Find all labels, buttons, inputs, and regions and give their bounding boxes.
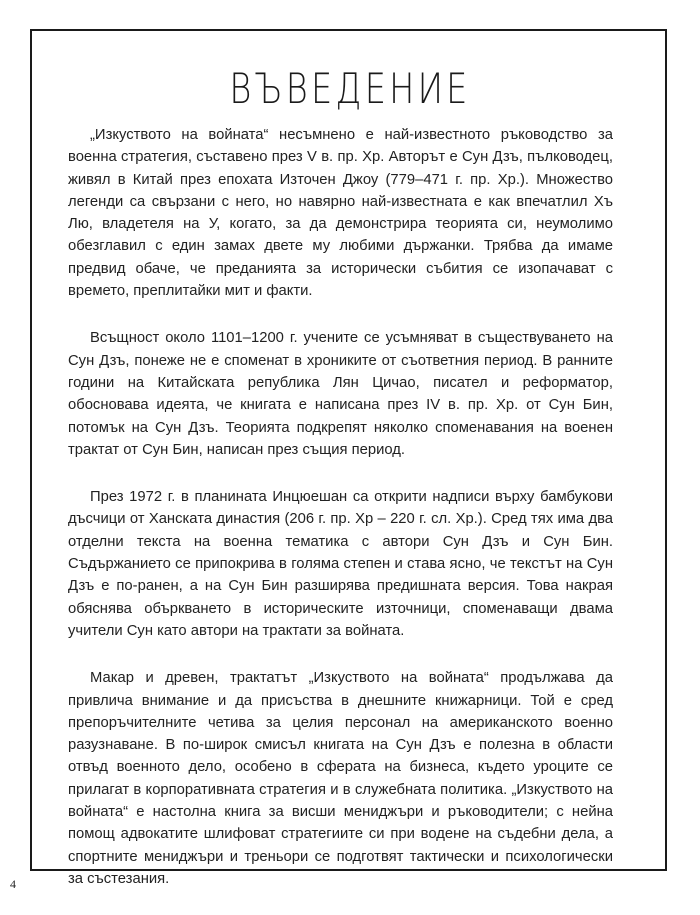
page-title: ВЪВЕДЕНИЕ	[229, 64, 471, 113]
body-text	[68, 124, 613, 915]
paragraph-4: Макар и древен, трактатът „Изкуството на войната“ продължава да привлича внимание и да присъства в днешните книжарници. Той е сред препоръчителните четива за целия персонал на американското военно разузнаване. В по-широк смисъл книгата на Сун Дзъ е полезна в области отвъд военното дело, особено в сферата на бизнеса, където уроците се прилагат в корпоративната стратегия и в служебната политика. „Изкуството на войната“ е настолна книга за висши мениджъри и ръководители; с нейна помощ адвокатите шлифоват стратегиите си при водене на съдебни дела, а спортните мениджъри и треньори се подготвят тактически и психологически за състезания.	[68, 670, 613, 887]
page-number: 4	[10, 877, 16, 891]
paragraph-3: През 1972 г. в планината Инцюешан са открити надписи върху бамбукови дъсчици от Ханската династия (206 г. пр. Хр – 220 г. сл. Хр.). Сред тях има два отделни текста на военна тематика с автори Сун Дзъ и Сун Бин. Съдържанието се припокрива в голяма степен и става ясно, че текстът на Сун Дзъ е по-ранен, а на Сун Бин разширява предишната версия. Това накрая обяснява объркването в историческите източници, споменаващи двама учители Сун като автори на трактати за войната.	[68, 489, 613, 639]
paragraph-1: „Изкуството на войната“ несъмнено е най-известното ръководство за военна стратегия, съставено през V в. пр. Хр. Авторът е Сун Дзъ, пълководец, живял в Китай през епохата Източен Джоу (779–471 г. пр. Хр.). Множество легенди са свързани с него, но навярно най-известната е как впечатлил Хъ Лю, владетеля на У, когато, за да демонстрира теорията си, неумолимо обезглавил с един замах двете му любими държанки. Трябва да имаме предвид обаче, че преданията за исторически събития се изопачават с времето, преплитайки мит и факти.	[68, 127, 613, 300]
paragraph-2: Всъщност около 1101–1200 г. учените се усъмняват в съществуването на Сун Дзъ, понеже не е споменат в хрониките от съответния период. В ранните години на Китайската република Лян Цичао, писател и реформатор, обосновава идеята, че книгата е написана през IV в. пр. Хр. от Сун Бин, потомък на Сун Дзъ. Теорията подкрепят няколко споменавания на военен трактат от Сун Бин, написан през същия период.	[68, 330, 613, 458]
